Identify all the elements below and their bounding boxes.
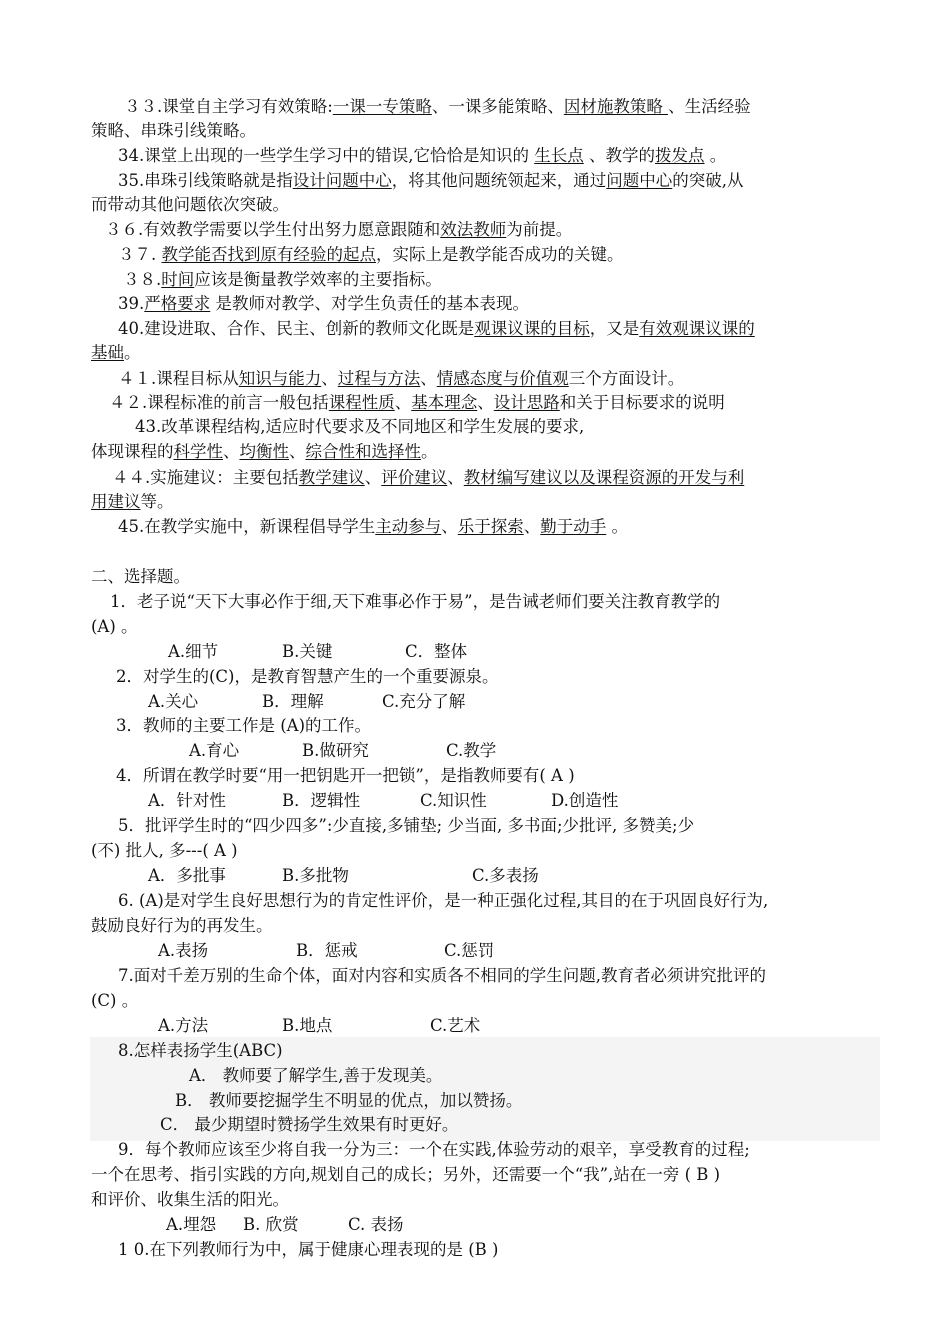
question-number: ３３. (124, 97, 163, 116)
question-39: 39.严格要求 是教师对教学、对学生负责任的基本表现。 (118, 294, 529, 313)
option-c: C.多表扬 (472, 866, 539, 885)
answer-blank: 设计问题中心 (292, 171, 392, 190)
choice-question-2: 2．对学生的(C)，是教育智慧产生的一个重要源泉。 (116, 667, 499, 686)
option-b: B．惩戒 (296, 941, 358, 960)
question-44-continued: 用建议等。 (91, 492, 174, 511)
choice-question-10: 1 0.在下列教师行为中，属于健康心理表现的是 (B ) (118, 1240, 499, 1259)
question-40-continued: 基础。 (91, 343, 141, 362)
answer-blank: 效法教师 (440, 220, 507, 239)
option-a: A.关心 (148, 692, 199, 711)
choice-question-1: 1．老子说“天下大事必作于细,天下难事必作于易”，是告诫老师们要关注教育教学的 (110, 592, 721, 611)
question-number: 34. (118, 146, 145, 165)
question-number: ４１. (118, 369, 157, 388)
answer-blank: 评价建议 (381, 468, 448, 487)
question-35: 35.串珠引线策略就是指设计问题中心，将其他问题统领起来，通过问题中心的突破,从 (118, 171, 744, 190)
choice-question-6-continued: 鼓励良好行为的再发生。 (91, 916, 273, 935)
answer-blank: 主动参与 (375, 517, 442, 536)
answer-blank: 严格要求 (144, 294, 211, 313)
answer-blank: 有效观课议课的 (639, 319, 755, 338)
choice-question-7: 7.面对千差万别的生命个体，面对内容和实质各不相同的学生问题,教育者必须讲究批评的 (118, 966, 766, 985)
option-c: C. 表扬 (348, 1215, 404, 1234)
choice-question-6: 6. (A)是对学生良好思想行为的肯定性评价，是一种正强化过程,其目的在于巩固良好行为, (118, 891, 769, 910)
answer-blank: 科学性 (173, 442, 223, 461)
option-c: C.教学 (446, 741, 497, 760)
question-number: 35. (118, 171, 145, 190)
choice-question-9-continued: 和评价、收集生活的阳光。 (91, 1190, 289, 1209)
option-a: A． 教师要了解学生,善于发现美。 (189, 1066, 443, 1085)
option-a: A．针对性 (148, 791, 226, 810)
answer-blank: 教材编写建议以及课程资源的开发与利 (463, 468, 745, 487)
answer-blank: 问题中心 (606, 171, 673, 190)
question-37: ３７. 教学能否找到原有经验的起点，实际上是教学能否成功的关键。 (118, 245, 624, 264)
answer-blank: 情感态度与价值观 (436, 369, 569, 388)
choice-question-8: 8.怎样表扬学生(ABC) (118, 1041, 283, 1060)
option-a: A.表扬 (158, 941, 209, 960)
answer-blank: 过程与方法 (337, 369, 421, 388)
answer-blank: 用建议 (91, 492, 141, 511)
option-c: C.知识性 (420, 791, 487, 810)
answer-blank: 勤于动手 (540, 517, 607, 536)
question-number: 45. (118, 517, 145, 536)
question-43-continued: 体现课程的科学性、均衡性、综合性和选择性。 (91, 442, 438, 461)
question-number: 40. (118, 319, 145, 338)
question-number: ３７. (118, 245, 157, 264)
option-c: C.艺术 (430, 1016, 481, 1035)
question-number: ３６. (105, 220, 144, 239)
option-b: B.多批物 (282, 866, 349, 885)
question-40: 40.建设进取、合作、民主、创新的教师文化既是观课议课的目标，又是有效观课议课的 (118, 319, 755, 338)
answer-blank: 教学能否找到原有经验的起点 (161, 245, 376, 264)
option-c: C.惩罚 (444, 941, 495, 960)
answer-blank: 知识与能力 (238, 369, 322, 388)
answer-blank: 课程性质 (328, 393, 395, 412)
answer-blank: 拨发点 (655, 146, 705, 165)
option-c: C.充分了解 (382, 692, 466, 711)
option-b: B． 教师要挖掘学生不明显的优点，加以赞扬。 (175, 1091, 523, 1110)
option-c: C．整体 (405, 642, 468, 661)
question-number: 43. (135, 417, 162, 436)
question-number: ３８. (123, 270, 162, 289)
question-36: ３６.有效教学需要以学生付出努力愿意跟随和效法教师为前提。 (105, 220, 573, 239)
answer-blank: 时间 (161, 270, 195, 289)
answer-blank: 观课议课的目标 (474, 319, 590, 338)
choice-question-5: 5．批评学生时的“四少四多”:少直接,多铺垫; 少当面, 多书面;少批评, 多赞美;少 (118, 816, 695, 835)
option-b: B．理解 (262, 692, 324, 711)
question-43: 43.改革课程结构,适应时代要求及不同地区和学生发展的要求, (135, 417, 585, 436)
answer-blank: 教学建议 (298, 468, 365, 487)
question-35-continued: 而带动其他问题依次突破。 (91, 195, 289, 214)
option-d: D.创造性 (551, 791, 619, 810)
answer-blank: 设计思路 (493, 393, 560, 412)
question-number: ４４. (112, 468, 151, 487)
answer-blank: 均衡性 (239, 442, 289, 461)
question-45: 45.在教学实施中，新课程倡导学生主动参与、乐于探索、勤于动手 。 (118, 517, 628, 536)
question-33-continued: 策略、串珠引线策略。 (91, 121, 256, 140)
question-number: ４２. (109, 393, 148, 412)
option-b: B．逻辑性 (282, 791, 361, 810)
question-44: ４４.实施建议：主要包括教学建议、评价建议、教材编写建议以及课程资源的开发与利 (112, 468, 745, 487)
question-38: ３８.时间应该是衡量教学效率的主要指标。 (123, 270, 442, 289)
choice-question-7-continued: (C) 。 (91, 991, 139, 1010)
answer-blank: 基础 (91, 343, 124, 362)
question-33: ３３.课堂自主学习有效策略:一课一专策略、一课多能策略、因材施教策略 、生活经验 (124, 97, 751, 116)
option-a: A.育心 (189, 741, 240, 760)
answer-blank: 基本理念 (411, 393, 478, 412)
question-34: 34.课堂上出现的一些学生学习中的错误,它恰恰是知识的 生长点 、教学的拨发点 。 (118, 146, 727, 165)
option-a: A．多批事 (148, 866, 226, 885)
answer-blank: 生长点 (534, 146, 584, 165)
option-a: A.埋怨 (166, 1215, 217, 1234)
answer-blank: 乐于探索 (457, 517, 524, 536)
option-a: A.方法 (158, 1016, 209, 1035)
answer-blank: 一课一专策略 (332, 97, 432, 116)
option-b: B.地点 (282, 1016, 333, 1035)
answer-blank: 综合性和选择性 (305, 442, 421, 461)
option-b: B.关键 (282, 642, 333, 661)
question-number: 39. (118, 294, 145, 313)
section-title-choice: 二、选择题。 (91, 567, 190, 586)
option-a: A.细节 (168, 642, 219, 661)
option-b: B. 欣赏 (243, 1215, 299, 1234)
option-c: C． 最少期望时赞扬学生效果有时更好。 (160, 1115, 459, 1134)
choice-question-5-continued: (不) 批人, 多---( A ) (91, 841, 238, 860)
question-41: ４１.课程目标从知识与能力、过程与方法、情感态度与价值观三个方面设计。 (118, 369, 685, 388)
choice-question-9: 9．每个教师应该至少将自我一分为三：一个在实践,体验劳动的艰辛，享受教育的过程; (118, 1140, 750, 1159)
choice-question-4: 4．所谓在教学时要“用一把钥匙开一把锁”，是指教师要有( A ) (116, 766, 575, 785)
answer-blank: 因材施教策略 (563, 97, 669, 116)
question-42: ４２.课程标准的前言一般包括课程性质、基本理念、设计思路和关于目标要求的说明 (109, 393, 725, 412)
option-b: B.做研究 (302, 741, 369, 760)
choice-question-9-continued: 一个在思考、指引实践的方向,规划自己的成长；另外，还需要一个“我”,站在一旁 ( B ) (91, 1165, 721, 1184)
choice-question-3: 3．教师的主要工作是 (A)的工作。 (116, 716, 372, 735)
choice-question-1-continued: (A) 。 (91, 617, 138, 636)
